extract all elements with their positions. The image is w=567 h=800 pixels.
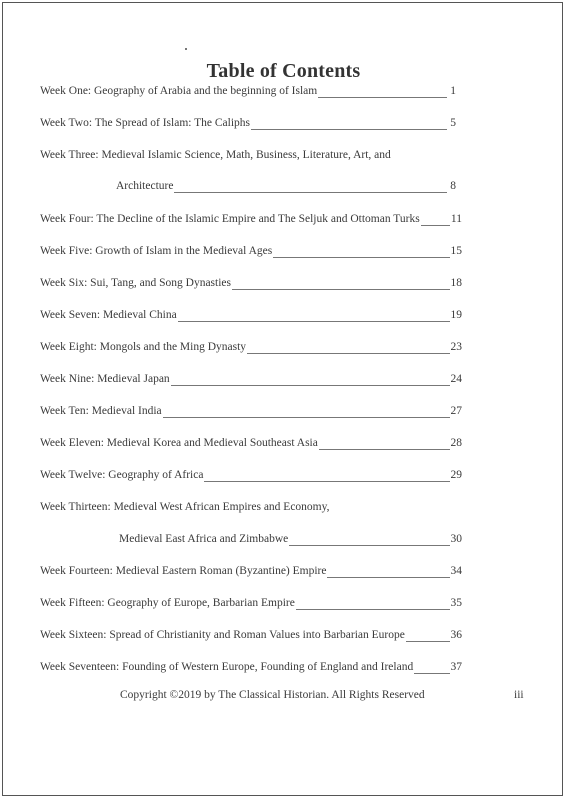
toc-entry-label: Week Sixteen: Spread of Christianity and Roman Values into Barbarian Europe: [40, 629, 405, 641]
toc-entry-page: 34: [450, 565, 462, 577]
stray-mark: [185, 48, 187, 50]
toc-entry: [40, 309, 462, 324]
toc-entry-page: 35: [450, 597, 462, 609]
toc-leader-line: [318, 87, 447, 98]
toc-entry-label: Week Thirteen: Medieval West African Empires and Economy,: [40, 501, 330, 513]
toc-entry-label: Week Fourteen: Medieval Eastern Roman (Byzantine) Empire: [40, 565, 327, 577]
page-number: iii: [514, 689, 524, 701]
toc-entry-page: 11: [450, 213, 462, 225]
toc-entry: [40, 469, 462, 484]
toc-entry: [116, 180, 456, 195]
toc-leader-line: [171, 375, 450, 386]
toc-entry: [40, 85, 456, 100]
toc-entry: [40, 117, 456, 132]
toc-leader-line: [204, 471, 449, 482]
toc-leader-line: [319, 439, 450, 450]
toc-entry-label: Week Eleven: Medieval Korea and Medieval Southeast Asia: [40, 437, 318, 449]
toc-entry-page: 27: [450, 405, 462, 417]
toc-entry: [40, 213, 462, 228]
toc-entry-page: 28: [450, 437, 462, 449]
toc-entry-page: 23: [450, 341, 462, 353]
toc-entry-label: Week Eight: Mongols and the Ming Dynasty: [40, 341, 247, 353]
toc-leader-line: [289, 535, 449, 546]
toc-entry-label: Week Two: The Spread of Islam: The Caliphs: [40, 117, 251, 129]
copyright-notice: Copyright ©2019 by The Classical Historian. All Rights Reserved: [120, 689, 425, 701]
toc-entry: [40, 597, 462, 612]
toc-leader-line: [232, 279, 450, 290]
toc-entry-label: Week Nine: Medieval Japan: [40, 373, 170, 385]
toc-entry: [40, 661, 462, 676]
toc-entry: [40, 277, 462, 292]
toc-entry-label: Architecture: [116, 180, 174, 192]
toc-entry-label: Medieval East Africa and Zimbabwe: [119, 533, 289, 545]
toc-entry-label: Week Twelve: Geography of Africa: [40, 469, 204, 481]
toc-entry: [40, 373, 462, 388]
toc-entry-page: 1: [450, 85, 456, 97]
toc-leader-line: [178, 311, 450, 322]
toc-leader-line: [296, 599, 450, 610]
toc-entry-page: 36: [450, 629, 462, 641]
toc-leader-line: [414, 663, 449, 674]
toc-entry-page: 24: [450, 373, 462, 385]
toc-entry: [40, 565, 462, 580]
page-title: Table of Contents: [206, 60, 361, 82]
toc-entry-page: 30: [450, 533, 462, 545]
toc-entry-page: 5: [450, 117, 456, 129]
toc-entry: [40, 501, 330, 516]
toc-leader-line: [174, 182, 447, 193]
toc-entry-label: Week One: Geography of Arabia and the beginning of Islam: [40, 85, 318, 97]
toc-entry: [40, 341, 462, 356]
toc-leader-line: [273, 247, 449, 258]
toc-entry-label: Week Seventeen: Founding of Western Europe, Founding of England and Ireland: [40, 661, 414, 673]
toc-leader-line: [247, 343, 449, 354]
toc-entry: [119, 533, 462, 548]
toc-entry-page: 8: [450, 180, 456, 192]
toc-entry-label: Week Four: The Decline of the Islamic Empire and The Seljuk and Ottoman Turks: [40, 213, 420, 225]
toc-entry-label: Week Five: Growth of Islam in the Medieval Ages: [40, 245, 273, 257]
toc-leader-line: [251, 119, 447, 130]
toc-entry: [40, 245, 462, 260]
toc-entry-page: 15: [450, 245, 462, 257]
toc-entry-label: Week Ten: Medieval India: [40, 405, 162, 417]
toc-entry: [40, 405, 462, 420]
toc-entry-page: 37: [450, 661, 462, 673]
toc-entry: [40, 437, 462, 452]
toc-entry-label: Week Fifteen: Geography of Europe, Barbarian Empire: [40, 597, 295, 609]
toc-entry-label: Week Three: Medieval Islamic Science, Math, Business, Literature, Art, and: [40, 149, 391, 161]
toc-entry-label: Week Six: Sui, Tang, and Song Dynasties: [40, 277, 231, 289]
toc-entry: [40, 629, 462, 644]
toc-entry-page: 18: [450, 277, 462, 289]
toc-leader-line: [163, 407, 450, 418]
toc-entry-page: 29: [450, 469, 462, 481]
toc-entry-page: 19: [450, 309, 462, 321]
toc-leader-line: [406, 631, 450, 642]
toc-leader-line: [327, 567, 449, 578]
toc-entry: [40, 149, 391, 164]
toc-leader-line: [421, 215, 450, 226]
toc-entry-label: Week Seven: Medieval China: [40, 309, 177, 321]
